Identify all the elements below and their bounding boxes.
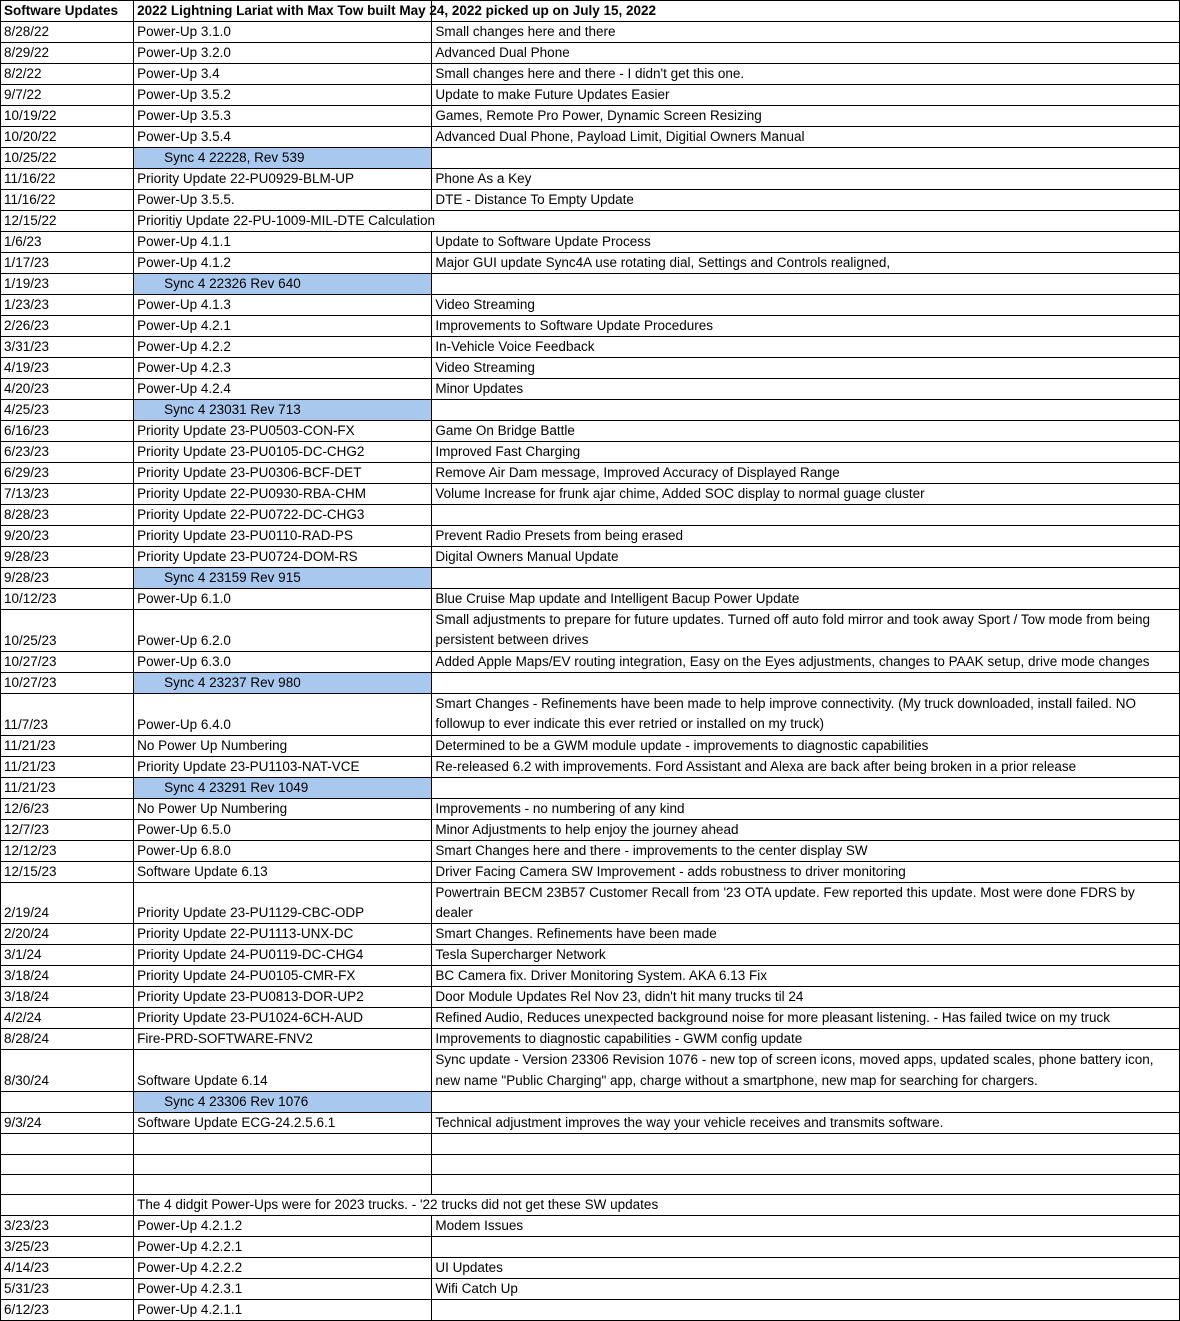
date-cell[interactable]: 3/23/23 <box>1 1216 134 1237</box>
table-row <box>1 756 1180 777</box>
date-cell[interactable]: 8/30/24 <box>1 1050 134 1092</box>
table-row <box>1 1195 1180 1216</box>
description-cell[interactable]: Remove Air Dam message, Improved Accuracy of Displayed Range <box>432 463 1180 484</box>
date-cell[interactable]: 9/28/23 <box>1 547 134 568</box>
description-cell[interactable]: Improvements - no numbering of any kind <box>432 798 1180 819</box>
table-row <box>1 22 1180 43</box>
description-cell[interactable] <box>432 1300 1180 1321</box>
table-row <box>1 232 1180 253</box>
description-cell[interactable]: Update to make Future Updates Easier <box>432 85 1180 106</box>
table-row <box>1 211 1180 232</box>
date-cell[interactable]: 10/25/22 <box>1 148 134 169</box>
version-cell[interactable]: Power-Up 3.5.4 <box>134 127 432 148</box>
date-cell[interactable]: 4/25/23 <box>1 400 134 421</box>
date-cell[interactable]: 10/27/23 <box>1 672 134 693</box>
date-cell[interactable]: 8/2/22 <box>1 64 134 85</box>
version-cell[interactable]: Software Update ECG-24.2.5.6.1 <box>134 1113 432 1134</box>
description-cell[interactable]: Blue Cruise Map update and Intelligent Bacup Power Update <box>432 589 1180 610</box>
date-cell[interactable]: 3/1/24 <box>1 945 134 966</box>
version-cell[interactable]: The 4 didgit Power-Ups were for 2023 trucks. - '22 trucks did not get these SW updates <box>134 1195 432 1216</box>
table-row <box>1 589 1180 610</box>
sync-release-row <box>1 400 1180 421</box>
date-cell[interactable]: 4/2/24 <box>1 1008 134 1029</box>
table-row <box>1 358 1180 379</box>
version-cell[interactable]: Power-Up 6.5.0 <box>134 819 432 840</box>
table-row <box>1 840 1180 861</box>
date-cell[interactable]: 2/19/24 <box>1 882 134 924</box>
table-row <box>1 1279 1180 1300</box>
description-cell[interactable]: Digital Owners Manual Update <box>432 547 1180 568</box>
description-cell[interactable]: Advanced Dual Phone <box>432 43 1180 64</box>
date-cell[interactable]: 2/26/23 <box>1 316 134 337</box>
description-cell[interactable]: Driver Facing Camera SW Improvement - adds robustness to driver monitoring <box>432 861 1180 882</box>
version-cell[interactable]: Power-Up 4.2.3 <box>134 358 432 379</box>
date-cell[interactable]: 6/16/23 <box>1 421 134 442</box>
version-cell[interactable]: Power-Up 6.4.0 <box>134 693 432 735</box>
description-cell[interactable]: Determined to be a GWM module update - improvements to diagnostic capabilities <box>432 735 1180 756</box>
description-cell[interactable]: Small adjustments to prepare for future updates. Turned off auto fold mirror and took away Sport / Tow mode from being persistent between drives <box>432 610 1180 652</box>
version-cell[interactable]: Software Update 6.14 <box>134 1050 432 1092</box>
description-cell[interactable]: Modem Issues <box>432 1216 1180 1237</box>
table-row <box>1 484 1180 505</box>
table-row <box>1 987 1180 1008</box>
version-cell[interactable]: Priority Update 24-PU0119-DC-CHG4 <box>134 945 432 966</box>
description-cell[interactable]: Video Streaming <box>432 295 1180 316</box>
description-cell[interactable] <box>432 1175 1180 1195</box>
description-cell[interactable]: Wifi Catch Up <box>432 1279 1180 1300</box>
version-cell[interactable] <box>134 1134 432 1154</box>
description-cell[interactable]: Smart Changes here and there - improvements to the center display SW <box>432 840 1180 861</box>
table-row <box>1 1134 1180 1154</box>
description-cell[interactable]: Games, Remote Pro Power, Dynamic Screen Resizing <box>432 106 1180 127</box>
date-cell[interactable]: 12/15/23 <box>1 861 134 882</box>
sync-release-row <box>1 274 1180 295</box>
date-cell[interactable]: 7/13/23 <box>1 484 134 505</box>
version-cell[interactable]: Power-Up 6.2.0 <box>134 610 432 652</box>
version-cell[interactable]: Sync 4 23237 Rev 980 <box>134 672 432 693</box>
description-cell[interactable]: Minor Adjustments to help enjoy the journey ahead <box>432 819 1180 840</box>
version-cell[interactable]: Priority Update 23-PU1103-NAT-VCE <box>134 756 432 777</box>
description-cell[interactable]: Update to Software Update Process <box>432 232 1180 253</box>
description-cell[interactable]: Improvements to diagnostic capabilities - GWM config update <box>432 1029 1180 1050</box>
description-cell[interactable] <box>432 1134 1180 1154</box>
version-cell[interactable]: Priority Update 23-PU0503-CON-FX <box>134 421 432 442</box>
table-row <box>1 169 1180 190</box>
table-row <box>1 861 1180 882</box>
version-cell[interactable]: Power-Up 4.2.4 <box>134 379 432 400</box>
date-cell[interactable] <box>1 1134 134 1154</box>
version-cell[interactable]: Sync 4 23031 Rev 713 <box>134 400 432 421</box>
description-cell[interactable] <box>432 1154 1180 1174</box>
description-cell[interactable] <box>432 1237 1180 1258</box>
description-cell[interactable]: Smart Changes. Refinements have been made <box>432 924 1180 945</box>
version-cell[interactable]: Power-Up 4.2.2.2 <box>134 1258 432 1279</box>
version-cell[interactable]: Power-Up 6.3.0 <box>134 651 432 672</box>
table-row <box>1 295 1180 316</box>
table-row <box>1 693 1180 735</box>
description-cell[interactable]: Advanced Dual Phone, Payload Limit, Digitial Owners Manual <box>432 127 1180 148</box>
date-cell[interactable]: 10/25/23 <box>1 610 134 652</box>
version-cell[interactable] <box>134 1175 432 1195</box>
description-cell[interactable]: DTE - Distance To Empty Update <box>432 190 1180 211</box>
sync-release-row <box>1 148 1180 169</box>
table-row <box>1 1050 1180 1092</box>
header-row <box>1 1 1180 22</box>
table-row <box>1 1008 1180 1029</box>
table-row <box>1 966 1180 987</box>
date-cell[interactable]: 11/21/23 <box>1 756 134 777</box>
version-cell[interactable]: Power-Up 4.2.2 <box>134 337 432 358</box>
table-row <box>1 253 1180 274</box>
version-cell[interactable]: Power-Up 3.5.3 <box>134 106 432 127</box>
date-cell[interactable]: 12/7/23 <box>1 819 134 840</box>
date-cell[interactable]: 12/6/23 <box>1 798 134 819</box>
table-row <box>1 945 1180 966</box>
table-row <box>1 337 1180 358</box>
version-cell[interactable]: Priority Update 23-PU0306-BCF-DET <box>134 463 432 484</box>
description-cell[interactable] <box>432 568 1180 589</box>
table-row <box>1 526 1180 547</box>
date-cell[interactable]: 6/12/23 <box>1 1300 134 1321</box>
version-cell[interactable]: Priority Update 23-PU0724-DOM-RS <box>134 547 432 568</box>
date-cell[interactable]: 2/20/24 <box>1 924 134 945</box>
version-cell[interactable] <box>134 1154 432 1174</box>
description-cell[interactable]: Video Streaming <box>432 358 1180 379</box>
table-row <box>1 798 1180 819</box>
date-cell[interactable] <box>1 1175 134 1195</box>
table-row <box>1 463 1180 484</box>
date-cell[interactable] <box>1 1195 134 1216</box>
date-cell[interactable]: 10/12/23 <box>1 589 134 610</box>
description-cell[interactable]: BC Camera fix. Driver Monitoring System. AKA 6.13 Fix <box>432 966 1180 987</box>
version-cell[interactable]: Priority Update 23-PU0813-DOR-UP2 <box>134 987 432 1008</box>
version-cell[interactable]: Sync 4 22228, Rev 539 <box>134 148 432 169</box>
table-row <box>1 64 1180 85</box>
version-cell[interactable]: Power-Up 4.2.2.1 <box>134 1237 432 1258</box>
date-cell[interactable]: 12/15/22 <box>1 211 134 232</box>
table-row <box>1 442 1180 463</box>
description-cell[interactable]: Prevent Radio Presets from being erased <box>432 526 1180 547</box>
version-cell[interactable]: Sync 4 23306 Rev 1076 <box>134 1092 432 1113</box>
description-cell[interactable]: Improvements to Software Update Procedures <box>432 316 1180 337</box>
version-cell[interactable]: Power-Up 4.2.1 <box>134 316 432 337</box>
table-row <box>1 882 1180 924</box>
description-cell[interactable]: Sync update - Version 23306 Revision 1076 - new top of screen icons, moved apps, updated scales, phone battery icon, new name "Public Charging" app, charge without a smartphone, new map for searching for chargers. <box>432 1050 1180 1092</box>
date-cell[interactable]: 1/23/23 <box>1 295 134 316</box>
table-row <box>1 1216 1180 1237</box>
date-cell[interactable]: 3/25/23 <box>1 1237 134 1258</box>
date-cell[interactable]: 9/20/23 <box>1 526 134 547</box>
description-cell[interactable] <box>432 211 1180 232</box>
description-cell[interactable]: Technical adjustment improves the way your vehicle receives and transmits software. <box>432 1113 1180 1134</box>
table-row <box>1 43 1180 64</box>
table-row <box>1 1029 1180 1050</box>
date-cell[interactable]: 4/20/23 <box>1 379 134 400</box>
table-row <box>1 505 1180 526</box>
date-cell[interactable]: 10/19/22 <box>1 106 134 127</box>
version-cell[interactable]: Power-Up 4.1.3 <box>134 295 432 316</box>
date-cell[interactable]: 8/28/22 <box>1 22 134 43</box>
version-cell[interactable]: Power-Up 3.1.0 <box>134 22 432 43</box>
version-cell[interactable]: Power-Up 4.1.2 <box>134 253 432 274</box>
sync-release-row <box>1 672 1180 693</box>
version-cell[interactable]: Priority Update 23-PU1024-6CH-AUD <box>134 1008 432 1029</box>
version-cell[interactable]: Power-Up 3.5.5. <box>134 190 432 211</box>
description-cell[interactable] <box>432 672 1180 693</box>
description-cell[interactable]: Tesla Supercharger Network <box>432 945 1180 966</box>
description-cell[interactable]: Powertrain BECM 23B57 Customer Recall from '23 OTA update. Few reported this update. Most were done FDRS by dealer <box>432 882 1180 924</box>
table-row <box>1 190 1180 211</box>
sync-release-row <box>1 777 1180 798</box>
table-row <box>1 1258 1180 1279</box>
version-cell[interactable]: No Power Up Numbering <box>134 798 432 819</box>
version-cell[interactable]: Priority Update 22-PU0930-RBA-CHM <box>134 484 432 505</box>
table-row <box>1 651 1180 672</box>
table-row <box>1 106 1180 127</box>
date-cell[interactable]: 11/16/22 <box>1 169 134 190</box>
date-cell[interactable]: 6/29/23 <box>1 463 134 484</box>
table-row <box>1 1237 1180 1258</box>
date-cell[interactable]: 11/16/22 <box>1 190 134 211</box>
table-row <box>1 610 1180 652</box>
description-cell[interactable] <box>432 400 1180 421</box>
version-cell[interactable]: Sync 4 23291 Rev 1049 <box>134 777 432 798</box>
version-cell[interactable]: Sync 4 22326 Rev 640 <box>134 274 432 295</box>
header-cell-a[interactable]: Software Updates <box>1 1 134 22</box>
table-row <box>1 1113 1180 1134</box>
date-cell[interactable]: 10/20/22 <box>1 127 134 148</box>
date-cell[interactable]: 6/23/23 <box>1 442 134 463</box>
description-cell[interactable] <box>432 505 1180 526</box>
date-cell[interactable]: 12/12/23 <box>1 840 134 861</box>
description-cell[interactable]: Improved Fast Charging <box>432 442 1180 463</box>
description-cell[interactable]: Added Apple Maps/EV routing integration, Easy on the Eyes adjustments, changes to PAAK setup, drive mode changes <box>432 651 1180 672</box>
description-cell[interactable] <box>432 148 1180 169</box>
version-cell[interactable]: Priority Update 22-PU0929-BLM-UP <box>134 169 432 190</box>
date-cell[interactable] <box>1 1154 134 1174</box>
table-row <box>1 85 1180 106</box>
description-cell[interactable]: Major GUI update Sync4A use rotating dial, Settings and Controls realigned, <box>432 253 1180 274</box>
date-cell[interactable] <box>1 1092 134 1113</box>
date-cell[interactable]: 4/19/23 <box>1 358 134 379</box>
version-cell[interactable]: Priority Update 23-PU0105-DC-CHG2 <box>134 442 432 463</box>
date-cell[interactable]: 8/28/24 <box>1 1029 134 1050</box>
version-cell[interactable]: Power-Up 3.5.2 <box>134 85 432 106</box>
version-cell[interactable]: Power-Up 4.2.3.1 <box>134 1279 432 1300</box>
version-cell[interactable]: Power-Up 4.2.1.1 <box>134 1300 432 1321</box>
description-cell[interactable]: Re-released 6.2 with improvements. Ford Assistant and Alexa are back after being broken in a prior release <box>432 756 1180 777</box>
sync-release-row <box>1 568 1180 589</box>
version-cell[interactable]: Fire-PRD-SOFTWARE-FNV2 <box>134 1029 432 1050</box>
version-cell[interactable]: Sync 4 23159 Rev 915 <box>134 568 432 589</box>
date-cell[interactable]: 8/29/22 <box>1 43 134 64</box>
table-row <box>1 316 1180 337</box>
version-cell[interactable]: Priority Update 23-PU0110-RAD-PS <box>134 526 432 547</box>
description-cell[interactable]: Door Module Updates Rel Nov 23, didn't hit many trucks til 24 <box>432 987 1180 1008</box>
table-row <box>1 735 1180 756</box>
description-cell[interactable]: Minor Updates <box>432 379 1180 400</box>
version-cell[interactable]: Power-Up 3.4 <box>134 64 432 85</box>
date-cell[interactable]: 11/7/23 <box>1 693 134 735</box>
date-cell[interactable]: 11/21/23 <box>1 777 134 798</box>
description-cell[interactable] <box>432 777 1180 798</box>
version-cell[interactable]: Prioritiy Update 22-PU-1009-MIL-DTE Calculation <box>134 211 432 232</box>
version-cell[interactable]: Power-Up 4.2.1.2 <box>134 1216 432 1237</box>
date-cell[interactable]: 3/18/24 <box>1 987 134 1008</box>
description-cell[interactable] <box>432 274 1180 295</box>
description-cell[interactable]: Phone As a Key <box>432 169 1180 190</box>
table-row <box>1 924 1180 945</box>
description-cell[interactable]: Small changes here and there - I didn't get this one. <box>432 64 1180 85</box>
date-cell[interactable]: 1/6/23 <box>1 232 134 253</box>
table-row <box>1 127 1180 148</box>
version-cell[interactable]: Priority Update 22-PU1113-UNX-DC <box>134 924 432 945</box>
table-body <box>1 1 1180 1321</box>
date-cell[interactable]: 1/19/23 <box>1 274 134 295</box>
description-cell[interactable]: Volume Increase for frunk ajar chime, Added SOC display to normal guage cluster <box>432 484 1180 505</box>
header-cell-b[interactable]: 2022 Lightning Lariat with Max Tow built May 24, 2022 picked up on July 15, 2022 <box>134 1 432 22</box>
version-cell[interactable]: Power-Up 3.2.0 <box>134 43 432 64</box>
date-cell[interactable]: 1/17/23 <box>1 253 134 274</box>
description-cell[interactable]: Smart Changes - Refinements have been made to help improve connectivity. (My truck downloaded, install failed. NO followup to ever indicate this ever retried or installed on my truck) <box>432 693 1180 735</box>
table-row <box>1 547 1180 568</box>
date-cell[interactable]: 9/28/23 <box>1 568 134 589</box>
date-cell[interactable]: 9/7/22 <box>1 85 134 106</box>
table-row <box>1 421 1180 442</box>
description-cell[interactable]: In-Vehicle Voice Feedback <box>432 337 1180 358</box>
description-cell[interactable]: Game On Bridge Battle <box>432 421 1180 442</box>
description-cell[interactable] <box>432 1092 1180 1113</box>
date-cell[interactable]: 4/14/23 <box>1 1258 134 1279</box>
description-cell[interactable]: UI Updates <box>432 1258 1180 1279</box>
date-cell[interactable]: 11/21/23 <box>1 735 134 756</box>
date-cell[interactable]: 10/27/23 <box>1 651 134 672</box>
version-cell[interactable]: Priority Update 22-PU0722-DC-CHG3 <box>134 505 432 526</box>
table-row <box>1 1300 1180 1321</box>
sync-release-row <box>1 1092 1180 1113</box>
table-row <box>1 1154 1180 1174</box>
date-cell[interactable]: 9/3/24 <box>1 1113 134 1134</box>
table-row <box>1 379 1180 400</box>
date-cell[interactable]: 3/31/23 <box>1 337 134 358</box>
version-cell[interactable]: Power-Up 6.8.0 <box>134 840 432 861</box>
table-row <box>1 1175 1180 1195</box>
date-cell[interactable]: 5/31/23 <box>1 1279 134 1300</box>
version-cell[interactable]: Software Update 6.13 <box>134 861 432 882</box>
date-cell[interactable]: 3/18/24 <box>1 966 134 987</box>
version-cell[interactable]: No Power Up Numbering <box>134 735 432 756</box>
version-cell[interactable]: Priority Update 24-PU0105-CMR-FX <box>134 966 432 987</box>
table-row <box>1 819 1180 840</box>
description-cell[interactable]: Refined Audio, Reduces unexpected background noise for more pleasant listening. - Has failed twice on my truck <box>432 1008 1180 1029</box>
version-cell[interactable]: Priority Update 23-PU1129-CBC-ODP <box>134 882 432 924</box>
version-cell[interactable]: Power-Up 4.1.1 <box>134 232 432 253</box>
version-cell[interactable]: Power-Up 6.1.0 <box>134 589 432 610</box>
date-cell[interactable]: 8/28/23 <box>1 505 134 526</box>
description-cell[interactable]: Small changes here and there <box>432 22 1180 43</box>
